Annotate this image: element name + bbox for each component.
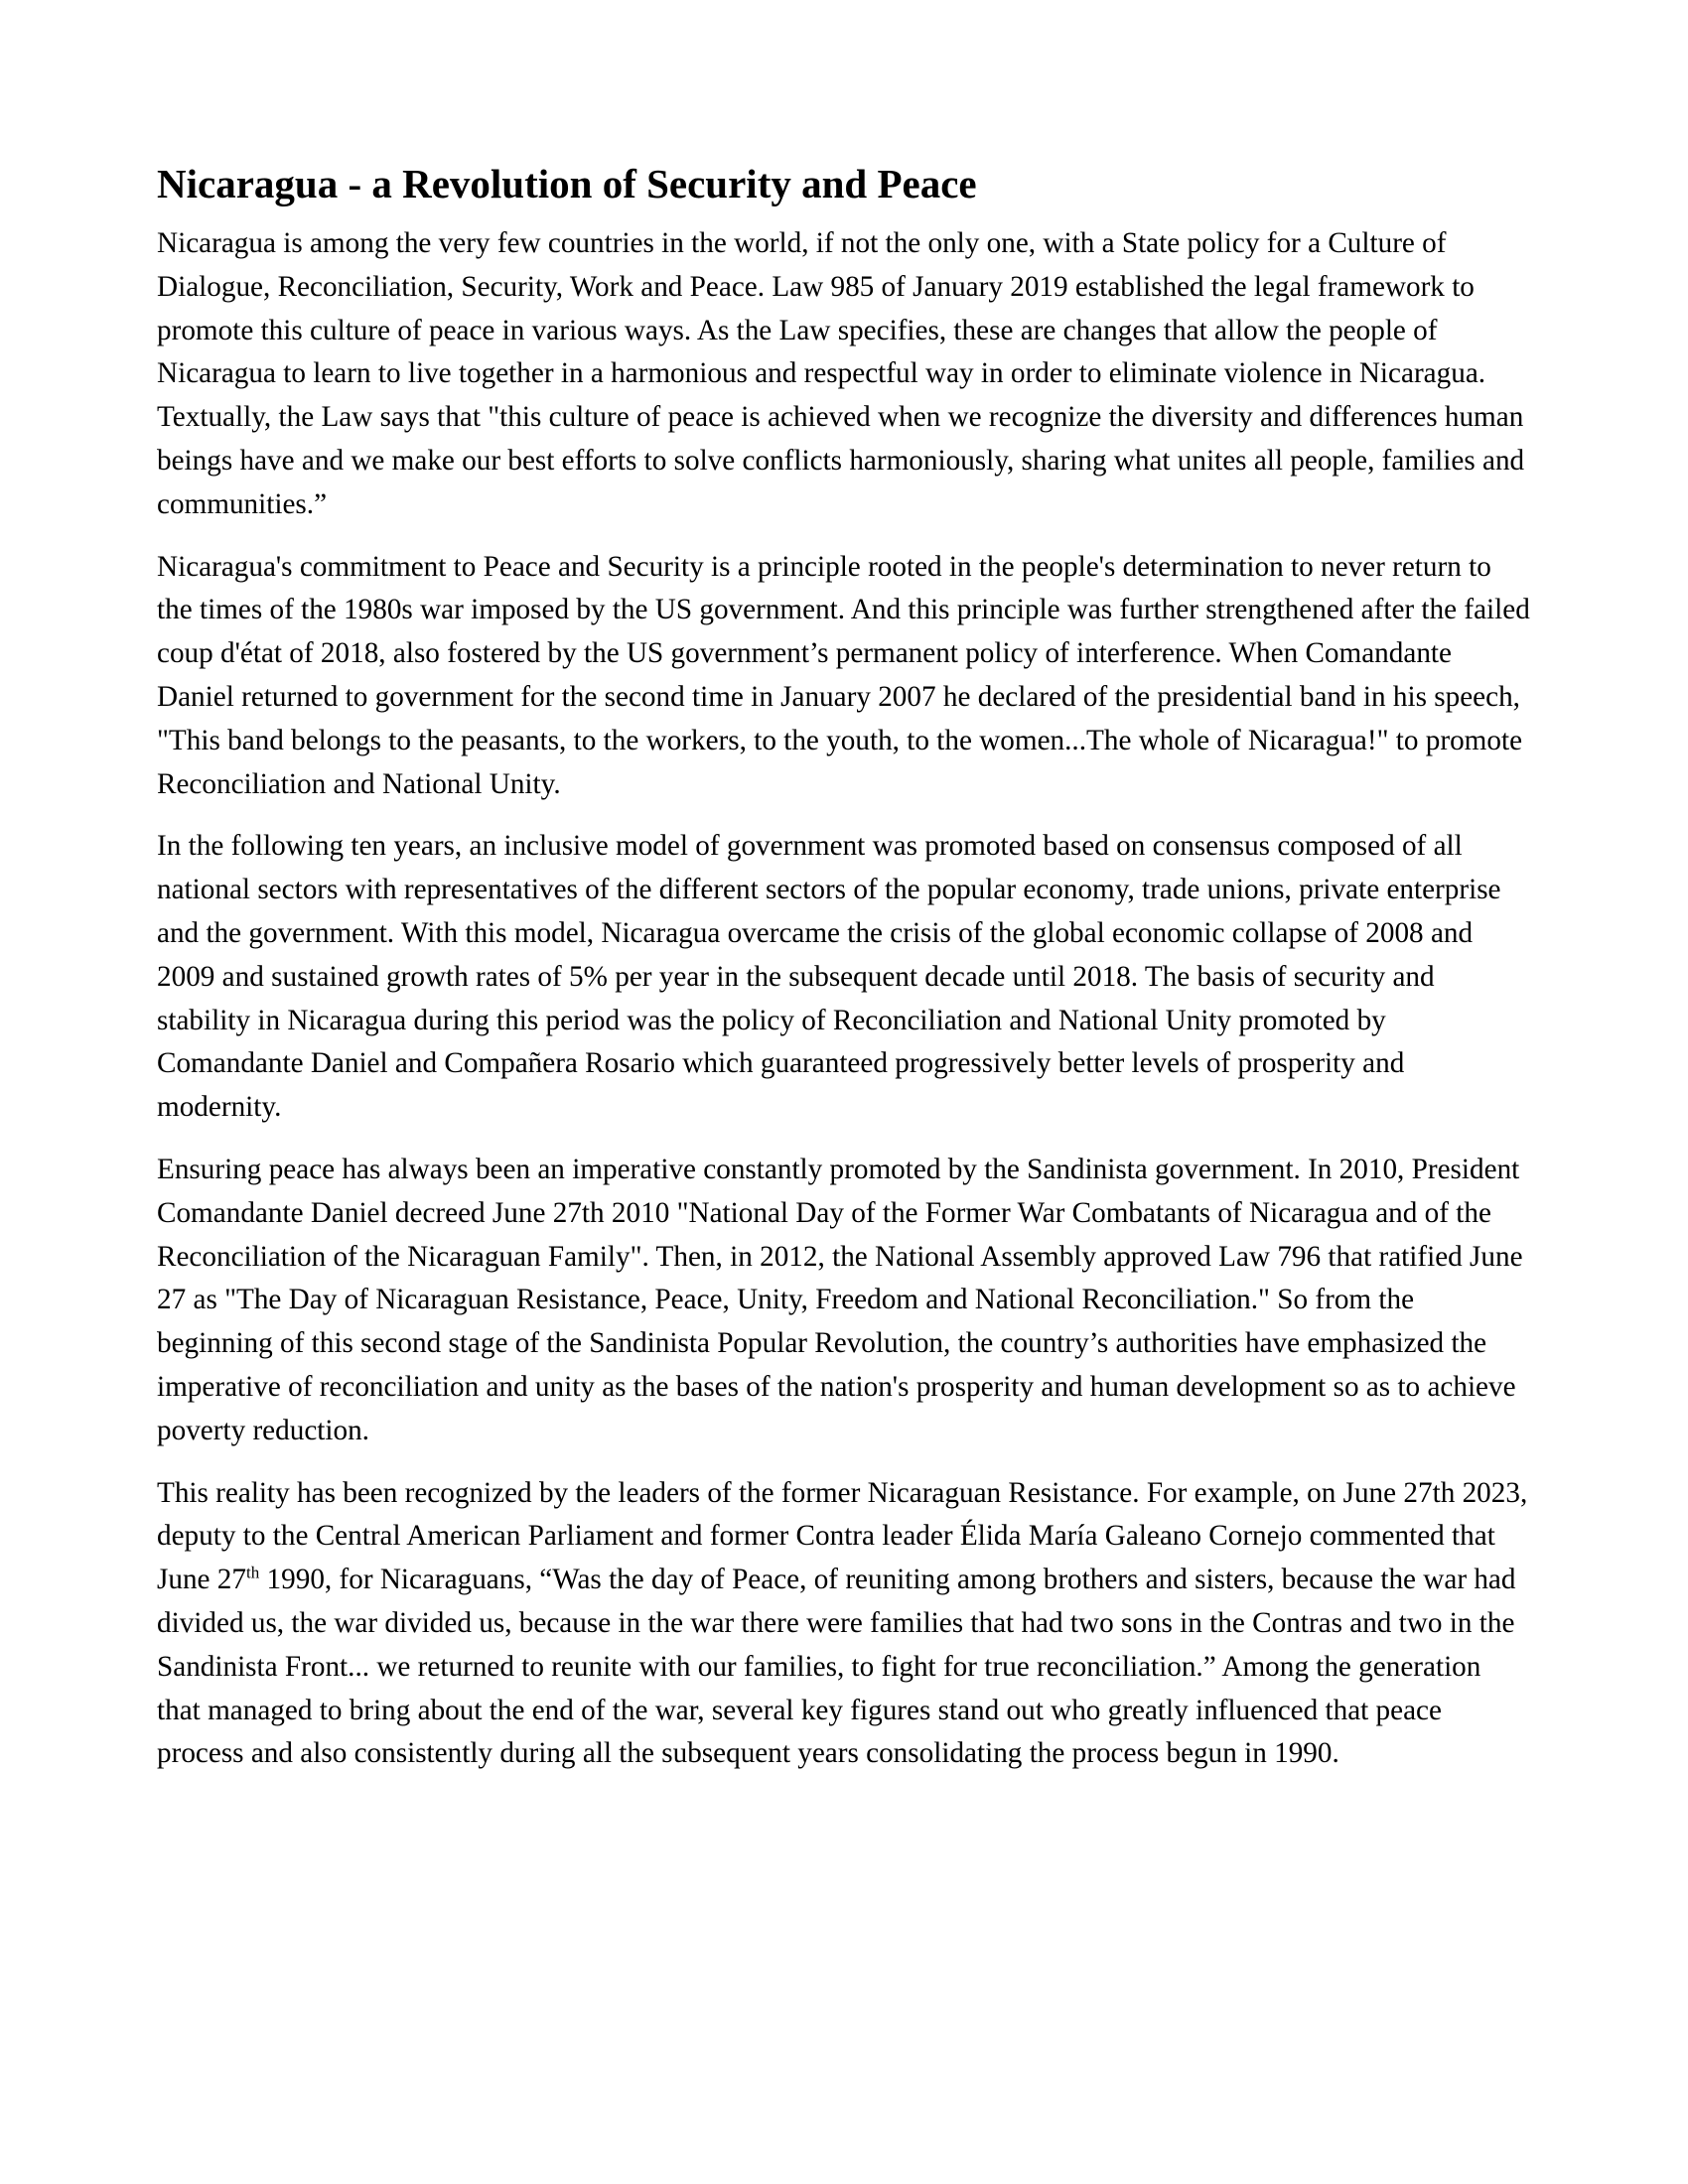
document-title: Nicaragua - a Revolution of Security and Peace	[157, 161, 977, 206]
paragraph-inclusive-model: In the following ten years, an inclusive model of government was promoted based on consensus composed of all national sectors with representatives of the different sectors of the popular economy, trade unions, private enterprise and the government. With this model, Nicaragua overcame the crisis of the global economic collapse of 2008 and 2009 and sustained growth rates of 5% per year in the subsequent decade until 2018. The basis of security and stability in Nicaragua during this period was the policy of Reconciliation and National Unity promoted by Comandante Daniel and Compañera Rosario which guaranteed progressively better levels of prosperity and modernity.	[157, 830, 1501, 1124]
paragraph-text-before-superscript: This reality has been recognized by the leaders of the former Nicaraguan Resistance. For example, on June 27th 2023, deputy to the Central American Parliament and former Contra leader Élida María Galeano Cornejo commented that June 27	[157, 1476, 1528, 1596]
paragraph-commitment-peace-security: Nicaragua's commitment to Peace and Security is a principle rooted in the people's determination to never return to the times of the 1980s war imposed by the US government. And this principle was further strengthened after the failed coup d'état of 2018, also fostered by the US government’s permanent policy of interference. When Comandante Daniel returned to government for the second time in January 2007 he declared of the presidential band in his speech, "This band belongs to the peasants, to the workers, to the youth, to the women...The whole of Nicaragua!" to promote Reconciliation and National Unity.	[157, 550, 1530, 800]
ordinal-superscript: th	[246, 1563, 260, 1582]
paragraph-former-resistance	[157, 1472, 1531, 1777]
paragraph-ensuring-peace: Ensuring peace has always been an imperative constantly promoted by the Sandinista government. In 2010, President Comandante Daniel decreed June 27th 2010 "National Day of the Former War Combatants of Nicaragua and of the Reconciliation of the Nicaraguan Family". Then, in 2012, the National Assembly approved Law 796 that ratified June 27 as "The Day of Nicaraguan Resistance, Peace, Unity, Freedom and National Reconciliation." So from the beginning of this second stage of the Sandinista Popular Revolution, the country’s authorities have emphasized the imperative of reconciliation and unity as the bases of the nation's prosperity and human development so as to achieve poverty reduction.	[157, 1153, 1523, 1446]
paragraph-text-after-superscript: 1990, for Nicaraguans, “Was the day of Peace, of reuniting among brothers and sisters, because the war had divided us, the war divided us, because in the war there were families that had two sons in the Contras and two in the Sandinista Front... we returned to reunite with our families, to fight for true reconciliation.” Among the generation that managed to bring about the end of the war, several key figures stand out who greatly influenced that peace process and also consistently during all the subsequent years consolidating the process begun in 1990.	[157, 1564, 1516, 1770]
document-page	[157, 157, 1531, 1795]
paragraph-culture-of-peace: Nicaragua is among the very few countries in the world, if not the only one, with a State policy for a Culture of Dialogue, Reconciliation, Security, Work and Peace. Law 985 of January 2019 established the legal framework to promote this culture of peace in various ways. As the Law specifies, these are changes that allow the people of Nicaragua to learn to live together in a harmonious and respectful way in order to eliminate violence in Nicaragua. Textually, the Law says that "this culture of peace is achieved when we recognize the diversity and differences human beings have and we make our best efforts to solve conflicts harmoniously, sharing what unites all people, families and communities.”	[157, 227, 1525, 520]
